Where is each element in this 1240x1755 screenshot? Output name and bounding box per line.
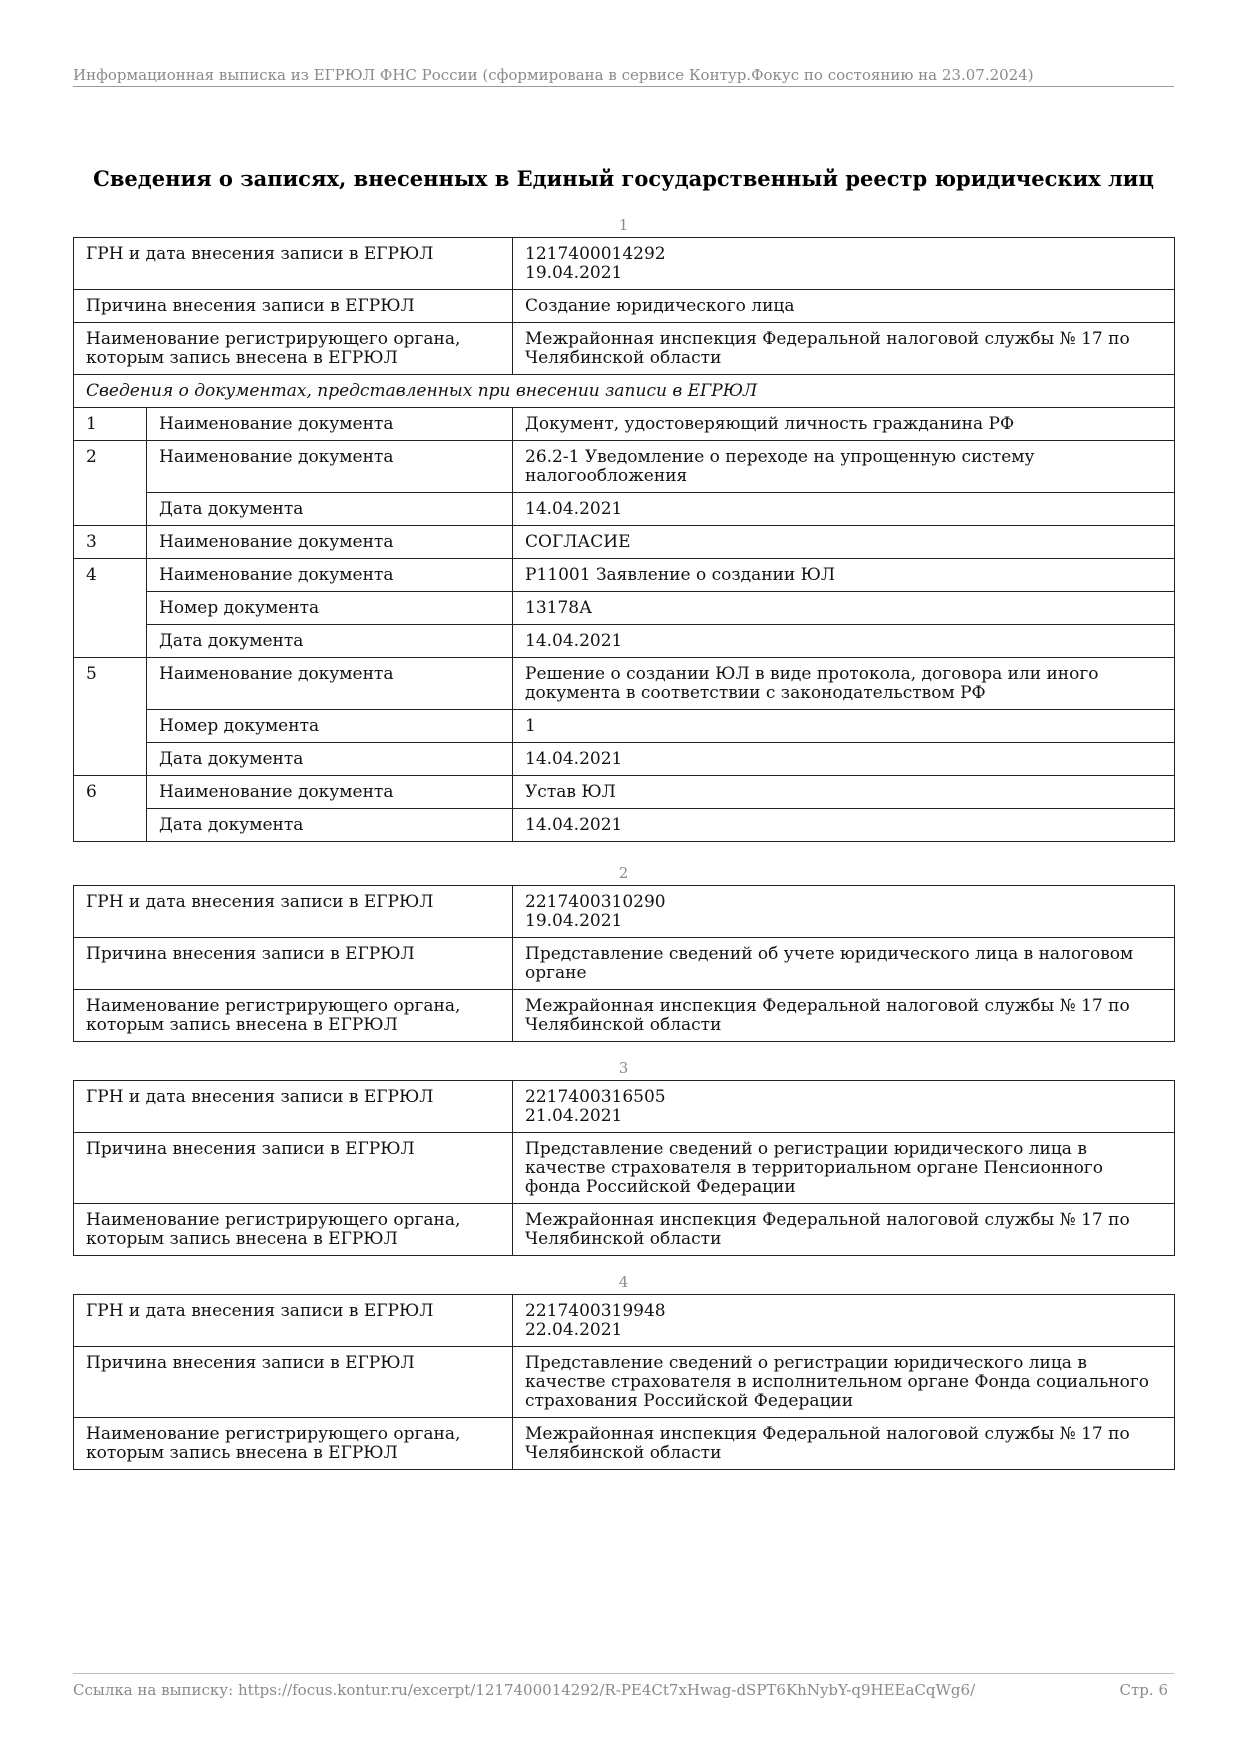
document-field-label: Наименование документа: [147, 408, 513, 441]
grn-date: 19.04.2021: [525, 911, 623, 931]
reason-row: [74, 290, 1175, 323]
reason-row: [74, 938, 1175, 990]
document-date: 14.04.2021: [513, 743, 1175, 776]
grn-number: 2217400316505: [525, 1087, 666, 1107]
reason-row: [74, 1347, 1175, 1418]
authority-label: Наименование регистрирующего органа, которым запись внесена в ЕГРЮЛ: [74, 1418, 513, 1470]
document-row: [74, 559, 1175, 592]
document-row: [74, 658, 1175, 710]
record-table: [73, 1080, 1175, 1256]
grn-value: [513, 1295, 1175, 1347]
document-row: [74, 776, 1175, 809]
authority-row: [74, 1418, 1175, 1470]
document-num: 3: [74, 526, 147, 559]
document-field-label: Наименование документа: [147, 776, 513, 809]
document-row: [74, 809, 1175, 842]
document-date: 14.04.2021: [513, 493, 1175, 526]
documents-header-row: [74, 375, 1175, 408]
authority-row: [74, 1204, 1175, 1256]
document-field-label: Дата документа: [147, 493, 513, 526]
document-field-label: Номер документа: [147, 710, 513, 743]
grn-label: ГРН и дата внесения записи в ЕГРЮЛ: [74, 1081, 513, 1133]
document-date: 14.04.2021: [513, 625, 1175, 658]
document-name: Решение о создании ЮЛ в виде протокола, договора или иного документа в соответствии с законодательством РФ: [513, 658, 1175, 710]
reason-label: Причина внесения записи в ЕГРЮЛ: [74, 1133, 513, 1204]
document-row: [74, 408, 1175, 441]
authority-row: [74, 990, 1175, 1042]
document-num: 6: [74, 776, 147, 842]
grn-number: 2217400310290: [525, 892, 666, 912]
grn-label: ГРН и дата внесения записи в ЕГРЮЛ: [74, 238, 513, 290]
grn-date: 22.04.2021: [525, 1320, 623, 1340]
grn-value: [513, 1081, 1175, 1133]
document-field-label: Дата документа: [147, 809, 513, 842]
authority-value: Межрайонная инспекция Федеральной налоговой службы № 17 по Челябинской области: [513, 1204, 1175, 1256]
document-row: [74, 625, 1175, 658]
grn-number: 1217400014292: [525, 244, 666, 264]
excerpt-link[interactable]: Ссылка на выписку: https://focus.kontur.ru/excerpt/1217400014292/R-PE4Ct7xHwag-dSPT6KhNybY-q9HEEaCqWg6/: [73, 1681, 976, 1699]
authority-label: Наименование регистрирующего органа, которым запись внесена в ЕГРЮЛ: [74, 323, 513, 375]
document-date: 14.04.2021: [513, 809, 1175, 842]
authority-label: Наименование регистрирующего органа, которым запись внесена в ЕГРЮЛ: [74, 990, 513, 1042]
authority-label: Наименование регистрирующего органа, которым запись внесена в ЕГРЮЛ: [74, 1204, 513, 1256]
record-number: 1: [618, 216, 629, 234]
grn-date: 19.04.2021: [525, 263, 623, 283]
document-row: [74, 710, 1175, 743]
record-table: [73, 1294, 1175, 1470]
document-name: Устав ЮЛ: [513, 776, 1175, 809]
authority-row: [74, 323, 1175, 375]
document-row: [74, 592, 1175, 625]
page-footer: [73, 1673, 1174, 1699]
grn-date: 21.04.2021: [525, 1106, 623, 1126]
grn-value: [513, 886, 1175, 938]
page-title: Сведения о записях, внесенных в Единый государственный реестр юридических лиц: [93, 166, 1154, 191]
document-name: 26.2-1 Уведомление о переходе на упрощенную систему налогообложения: [513, 441, 1175, 493]
grn-label: ГРН и дата внесения записи в ЕГРЮЛ: [74, 886, 513, 938]
document-number: 1: [513, 710, 1175, 743]
page-number: Стр. 6: [1119, 1681, 1168, 1699]
document-num: 1: [74, 408, 147, 441]
document-name: Р11001 Заявление о создании ЮЛ: [513, 559, 1175, 592]
reason-label: Причина внесения записи в ЕГРЮЛ: [74, 938, 513, 990]
document-row: [74, 493, 1175, 526]
document-field-label: Наименование документа: [147, 559, 513, 592]
grn-row: [74, 1295, 1175, 1347]
reason-value: Представление сведений о регистрации юридического лица в качестве страхователя в территориальном органе Пенсионного фонда Российской Федерации: [513, 1133, 1175, 1204]
document-field-label: Дата документа: [147, 625, 513, 658]
reason-label: Причина внесения записи в ЕГРЮЛ: [74, 1347, 513, 1418]
document-field-label: Наименование документа: [147, 526, 513, 559]
document-header: Информационная выписка из ЕГРЮЛ ФНС России (сформирована в сервисе Контур.Фокус по состоянию на 23.07.2024): [73, 66, 1174, 87]
reason-row: [74, 1133, 1175, 1204]
reason-value: Создание юридического лица: [513, 290, 1175, 323]
documents-header: Сведения о документах, представленных при внесении записи в ЕГРЮЛ: [74, 375, 1175, 408]
authority-value: Межрайонная инспекция Федеральной налоговой службы № 17 по Челябинской области: [513, 323, 1175, 375]
grn-number: 2217400319948: [525, 1301, 666, 1321]
record-number: 3: [618, 1059, 629, 1077]
document-num: 5: [74, 658, 147, 776]
document-num: 4: [74, 559, 147, 658]
document-row: [74, 441, 1175, 493]
document-name: СОГЛАСИЕ: [513, 526, 1175, 559]
authority-value: Межрайонная инспекция Федеральной налоговой службы № 17 по Челябинской области: [513, 1418, 1175, 1470]
record-table: [73, 237, 1175, 842]
record-number: 4: [618, 1273, 629, 1291]
document-name: Документ, удостоверяющий личность гражданина РФ: [513, 408, 1175, 441]
document-field-label: Дата документа: [147, 743, 513, 776]
document-field-label: Номер документа: [147, 592, 513, 625]
reason-value: Представление сведений об учете юридического лица в налоговом органе: [513, 938, 1175, 990]
document-number: 13178А: [513, 592, 1175, 625]
document-num: 2: [74, 441, 147, 526]
reason-value: Представление сведений о регистрации юридического лица в качестве страхователя в исполнительном органе Фонда социального страхования Российской Федерации: [513, 1347, 1175, 1418]
grn-value: [513, 238, 1175, 290]
reason-label: Причина внесения записи в ЕГРЮЛ: [74, 290, 513, 323]
document-field-label: Наименование документа: [147, 658, 513, 710]
grn-row: [74, 886, 1175, 938]
authority-value: Межрайонная инспекция Федеральной налоговой службы № 17 по Челябинской области: [513, 990, 1175, 1042]
grn-label: ГРН и дата внесения записи в ЕГРЮЛ: [74, 1295, 513, 1347]
document-field-label: Наименование документа: [147, 441, 513, 493]
record-table: [73, 885, 1175, 1042]
document-row: [74, 743, 1175, 776]
document-row: [74, 526, 1175, 559]
record-number: 2: [618, 864, 629, 882]
grn-row: [74, 238, 1175, 290]
grn-row: [74, 1081, 1175, 1133]
